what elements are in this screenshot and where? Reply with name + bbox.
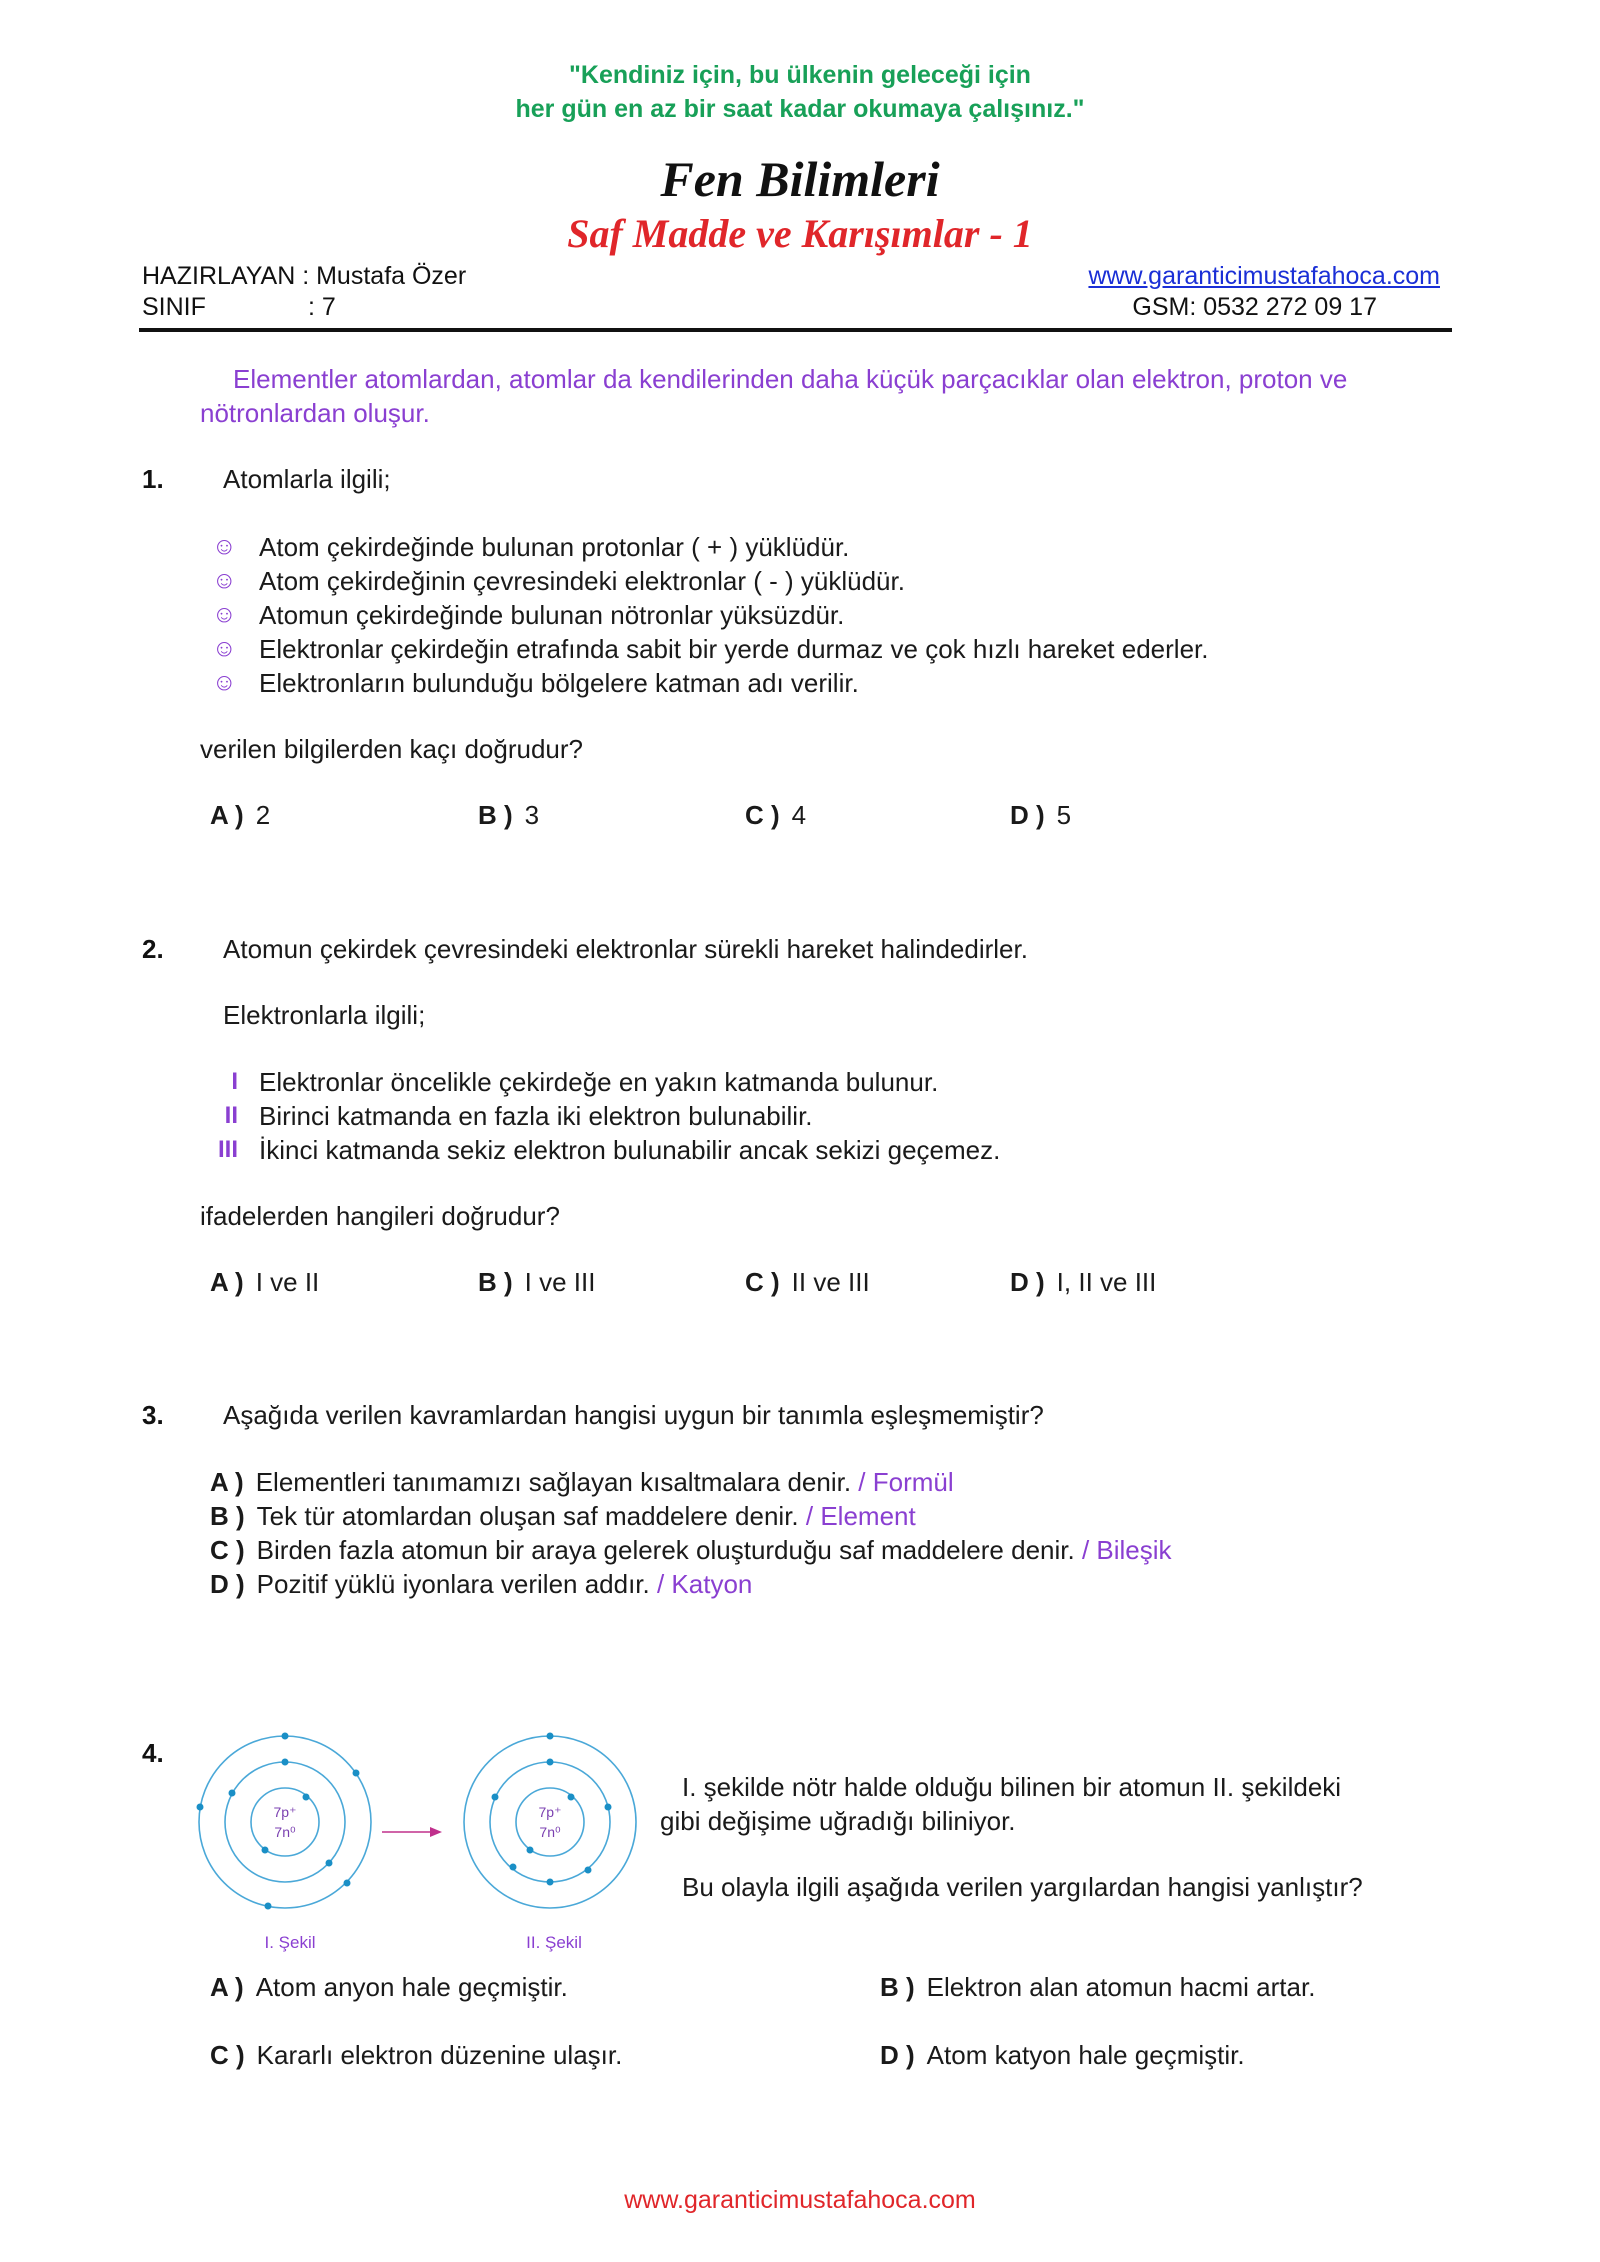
q1-item (212, 632, 1208, 666)
q2-stem: Atomun çekirdek çevresindeki elektronlar sürekli hareket halindedirler. (223, 934, 1028, 964)
q2-item-text: Birinci katmanda en fazla iki elektron bulunabilir. (259, 1101, 813, 1131)
figure-label-2: II. Şekil (526, 1933, 582, 1952)
q2-item (198, 1133, 1000, 1167)
q3-option-d[interactable]: D ) Pozitif yüklü iyonlara verilen addır. / Katyon (210, 1569, 753, 1599)
q3-stem: Aşağıda verilen kavramlardan hangisi uygun bir tanımla eşleşmemiştir? (223, 1400, 1044, 1430)
q1-item (212, 598, 1208, 632)
electron (353, 1770, 360, 1777)
electron (303, 1794, 310, 1801)
q1-item-text: Atom çekirdeğinin çevresindeki elektronlar ( - ) yüklüdür. (259, 566, 905, 596)
roman-numeral: I (231, 1068, 238, 1095)
electron (262, 1847, 269, 1854)
nucleus-neutron-label: 7n⁰ (274, 1824, 296, 1840)
electron (547, 1733, 554, 1740)
website-link[interactable]: www.garanticimustafahoca.com (1088, 262, 1440, 290)
atom-shekil-1 (197, 1733, 372, 1910)
q1-option-b[interactable]: B ) 3 (478, 800, 540, 830)
q2-question: ifadelerden hangileri doğrudur? (200, 1201, 560, 1231)
q2-item-text: Elektronlar öncelikle çekirdeğe en yakın katmanda bulunur. (259, 1067, 939, 1097)
figure-label-1: I. Şekil (264, 1933, 316, 1952)
footer-website[interactable]: www.garanticimustafahoca.com (624, 2186, 976, 2214)
electron (492, 1794, 499, 1801)
smiley-icon: ☺ (212, 533, 237, 560)
electron (547, 1759, 554, 1766)
smiley-icon: ☺ (212, 669, 237, 696)
electron (585, 1867, 592, 1874)
q1-item-text: Elektronlar çekirdeğin etrafında sabit bir yerde durmaz ve çok hızlı hareket ederler. (259, 634, 1209, 664)
electron (547, 1879, 554, 1886)
q1-number: 1. (142, 464, 164, 494)
class-value: : 7 (308, 293, 336, 321)
q1-question: verilen bilgilerden kaçı doğrudur? (200, 734, 584, 764)
intro-line-1: Elementler atomlardan, atomlar da kendilerinden daha küçük parçacıklar olan elektron, proton ve (233, 364, 1348, 394)
q1-option-a[interactable]: A ) 2 (210, 800, 271, 830)
nucleus-proton-label: 7p⁺ (273, 1804, 297, 1820)
q1-option-d[interactable]: D ) 5 (1010, 800, 1072, 830)
intro-line-2: nötronlardan oluşur. (200, 398, 430, 428)
q4-option-d[interactable]: D ) Atom katyon hale geçmiştir. (880, 2040, 1245, 2070)
nucleus-proton-label: 7p⁺ (538, 1804, 562, 1820)
orbit-2 (490, 1762, 610, 1882)
atom-shekil-2 (464, 1733, 636, 1909)
electron (197, 1804, 204, 1811)
quote-line-1: "Kendiniz için, bu ülkenin geleceği için (569, 61, 1031, 89)
electron (344, 1880, 351, 1887)
electron (265, 1903, 272, 1910)
q2-item-text: İkinci katmanda sekiz elektron bulunabilir ancak sekizi geçemez. (259, 1135, 1001, 1165)
nucleus-neutron-label: 7n⁰ (539, 1824, 561, 1840)
q4-number: 4. (142, 1738, 164, 1768)
q2-stem-2: Elektronlarla ilgili; (223, 1000, 426, 1030)
q3-options (210, 1465, 1172, 1601)
q2-option-c[interactable]: C ) II ve III (745, 1267, 870, 1297)
electron (326, 1860, 333, 1867)
smiley-icon: ☺ (212, 635, 237, 662)
class-label: SINIF (142, 293, 206, 321)
arrow-icon (430, 1827, 442, 1837)
q1-item-text: Atomun çekirdeğinde bulunan nötronlar yüksüzdür. (259, 600, 845, 630)
q4-option-a[interactable]: A ) Atom anyon hale geçmiştir. (210, 1972, 568, 2002)
roman-numeral: III (217, 1136, 238, 1163)
q1-item (212, 564, 1208, 598)
atom-diagram (190, 1725, 650, 1955)
q4-text-line-2: gibi değişime uğradığı biliniyor. (660, 1806, 1016, 1836)
q4-option-b[interactable]: B ) Elektron alan atomun hacmi artar. (880, 1972, 1316, 2002)
q3-option-a[interactable]: A ) Elementleri tanımamızı sağlayan kısaltmalara denir. / Formül (210, 1467, 954, 1497)
q2-option-b[interactable]: B ) I ve III (478, 1267, 596, 1297)
q3-number: 3. (142, 1400, 164, 1430)
electron (229, 1790, 236, 1797)
smiley-icon: ☺ (212, 567, 237, 594)
q1-item-text: Atom çekirdeğinde bulunan protonlar ( + ) yüklüdür. (259, 532, 850, 562)
page-subtitle: Saf Madde ve Karışımlar - 1 (567, 211, 1033, 256)
q2-item (198, 1099, 1000, 1133)
author-label: HAZIRLAYAN : Mustafa Özer (142, 262, 467, 290)
electron (282, 1759, 289, 1766)
q4-option-c[interactable]: C ) Kararlı elektron düzenine ulaşır. (210, 2040, 623, 2070)
q2-option-d[interactable]: D ) I, II ve III (1010, 1267, 1157, 1297)
q3-option-b[interactable]: B ) Tek tür atomlardan oluşan saf maddelere denir. / Element (210, 1501, 916, 1531)
electron (605, 1804, 612, 1811)
page-title: Fen Bilimleri (660, 151, 940, 207)
roman-numeral: II (224, 1102, 238, 1129)
q1-item-text: Elektronların bulunduğu bölgelere katman adı verilir. (259, 668, 859, 698)
q4-text-line-1: I. şekilde nötr halde olduğu bilinen bir atomun II. şekildeki (682, 1772, 1342, 1802)
q2-item (198, 1065, 1000, 1099)
q3-option-c[interactable]: C ) Birden fazla atomun bir araya gelerek oluşturduğu saf maddelere denir. / Bileşik (210, 1535, 1172, 1565)
q1-stem: Atomlarla ilgili; (223, 464, 391, 494)
header-divider (139, 328, 1452, 332)
electron (527, 1847, 534, 1854)
smiley-icon: ☺ (212, 601, 237, 628)
electron (510, 1864, 517, 1871)
electron (282, 1733, 289, 1740)
q2-option-a[interactable]: A ) I ve II (210, 1267, 320, 1297)
q1-item (212, 666, 1208, 700)
q1-list (212, 530, 1208, 700)
electron (568, 1794, 575, 1801)
q1-item (212, 530, 1208, 564)
q2-number: 2. (142, 934, 164, 964)
q2-list (198, 1065, 1000, 1167)
quote-line-2: her gün en az bir saat kadar okumaya çalışınız." (515, 95, 1085, 123)
gsm-number: GSM: 0532 272 09 17 (1132, 293, 1377, 321)
q1-option-c[interactable]: C ) 4 (745, 800, 807, 830)
intro-paragraph (200, 362, 1450, 430)
q4-question: Bu olayla ilgili aşağıda verilen yargılardan hangisi yanlıştır? (682, 1872, 1363, 1902)
